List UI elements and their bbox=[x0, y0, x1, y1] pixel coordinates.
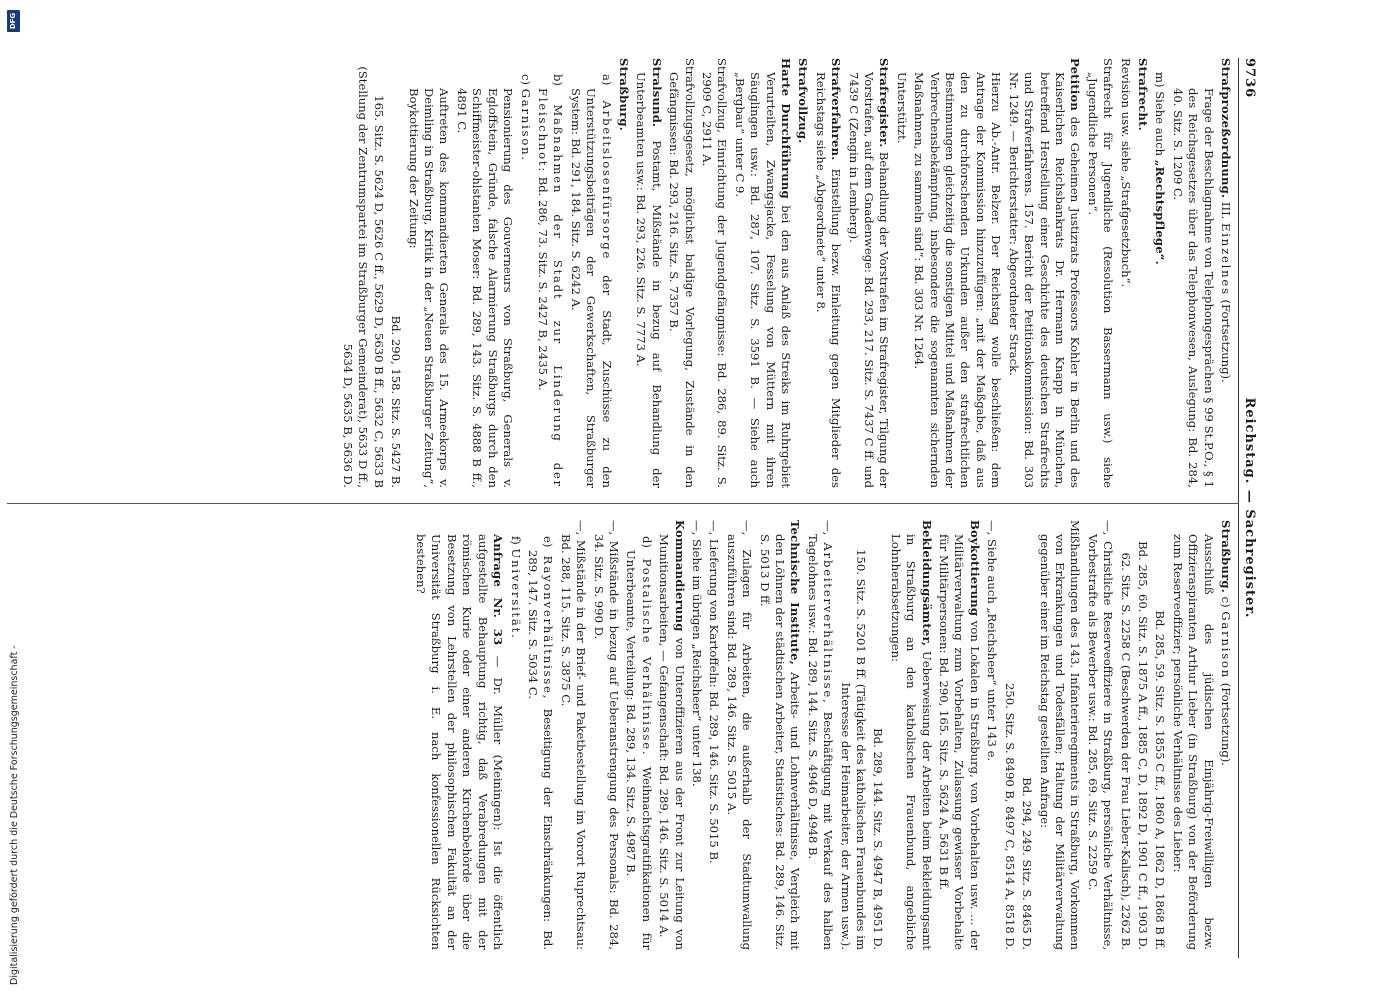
right-column bbox=[13, 520, 1233, 950]
index-text: —, bbox=[821, 520, 836, 543]
left-column bbox=[13, 58, 1233, 488]
index-keyword: Arbeitslosenfürsorge bbox=[599, 100, 614, 261]
digitization-footer bbox=[0, 0, 28, 1000]
index-entry bbox=[507, 520, 522, 950]
index-entry bbox=[689, 520, 704, 950]
index-entry bbox=[517, 58, 532, 488]
index-entry bbox=[590, 520, 621, 950]
index-text: (Fortsetzung). bbox=[1219, 679, 1233, 766]
index-entry bbox=[795, 58, 810, 488]
index-entry bbox=[699, 58, 730, 488]
index-keyword: Straßburg. bbox=[1219, 520, 1233, 593]
index-keyword: Straßburg. bbox=[616, 58, 631, 131]
index-text: Bd. 290, 158. Sitz. S. 5427 B. bbox=[389, 315, 404, 488]
index-entry bbox=[1152, 58, 1167, 488]
index-keyword: „Rechtspflege“. bbox=[1153, 159, 1168, 265]
index-text: des Geheimen Justizrats Professors Kohler in Berlin und des Kaiserlichen Reichsbankrats Dr. Hermann Knapp in München, betreffend Herstellung einer Geschichte des deutschen Strafrechts und Strafverfahrens. 157. Bericht der Petitionskommission: Bd. 303 Nr. 1249. — Berichterstatter: Abgeordneter Strack. bbox=[1006, 72, 1083, 488]
index-text: Beschäftigung mit Verkauf des halben Tagelohnes usw.: Bd. 289, 144. Sitz. S. 4946 D, 4948 B. bbox=[805, 534, 836, 950]
index-text: c) bbox=[518, 74, 533, 89]
index-keyword: Einzelnes bbox=[1219, 223, 1233, 296]
index-keyword: Petition bbox=[1068, 58, 1083, 112]
index-entry bbox=[1084, 58, 1115, 488]
index-entry bbox=[893, 58, 908, 488]
page-header bbox=[1237, 58, 1267, 958]
index-entry bbox=[1169, 520, 1215, 950]
index-text: Mißhandlungen des 143. Infanterieregiments in Straßburg, Vorkommen von Erkrankungen und Todesfällen; Haltung der Militärverwaltung gegenüber einer im Reichstag gestellten Anfrage: bbox=[1037, 520, 1083, 950]
index-entry bbox=[1135, 520, 1150, 950]
index-text: — Dr. Müller (Meiningen): Ist die öffentlich aufgestellte Behauptung richtig, daß Verabredungen mit der römischen Kurie oder einer anderen Kirchenbehörde über die Besetzung von Lehrstellen der philosophischen Fakultät an der Universität Straßburg i. E. nach konfessionellen Rücksichten bestehen? bbox=[414, 534, 506, 950]
index-text: Frage der Beschlagnahme von Telephongesprächen § 99 St.P.O., § 1 des Reichsgesetzes über das Telephonwesen, Auslegung: Bd. 284, 40. Sitz. S. 1209 C. bbox=[1170, 88, 1216, 488]
index-text: Hierzu Ab.-Antr. Belzer. Der Reichstag wolle beschließen: dem Antrage der Kommission hinzuzufügen: „mit der Maßgabe, daß aus den zu durchforschenden Urkunden außer den strafrechtlichen Bestimmungen gleichzeitig die sonstigen Mittel und Maßnahmen der Verbrechensbekämpfung, insbesondere die sogenannten sichernden Maßnahmen, zu sammeln sind“: Bd. 303 Nr. 1264. bbox=[912, 72, 1004, 488]
index-keyword: Strafvollzug. bbox=[796, 58, 811, 144]
index-text: —, Lieferung von Kartoffeln: Bd. 289, 146. Sitz. S. 5015 B. bbox=[707, 520, 722, 864]
index-entry bbox=[845, 58, 891, 488]
index-entry bbox=[936, 520, 982, 950]
index-keyword: Bekleidungsämter, bbox=[919, 520, 934, 647]
index-text: III. bbox=[1219, 198, 1233, 224]
index-entry bbox=[837, 520, 868, 950]
index-text: Strafrecht für Jugendliche (Resolution Bassermann usw.) siehe „Jugendliche Personen“. bbox=[1085, 58, 1116, 488]
index-entry bbox=[723, 520, 754, 950]
index-entry bbox=[731, 58, 793, 488]
index-entry bbox=[557, 520, 588, 950]
index-text: Bd. 294, 249. Sitz. S. 8465 D. bbox=[1020, 777, 1035, 950]
index-text: Ueberweisung der Arbeiten beim Bekleidungsamt in Straßburg an den katholischen Frauenbund, angebliche Lohnherabsetzungen: bbox=[888, 534, 934, 950]
index-entry bbox=[525, 520, 556, 950]
index-text: Beseitigung der Einschränkungen: Bd. 289, 147. Sitz. S. 5034 C. bbox=[525, 550, 556, 950]
index-keyword: Strafrecht. bbox=[1135, 58, 1150, 131]
index-entry bbox=[984, 520, 999, 950]
index-entry bbox=[1135, 58, 1150, 488]
index-text: von Unteroffizieren aus der Front zur Leitung von Munitionsarbeiten, — Gefangenschaft: Bd. 289, 146. Sitz. S. 5014 A. bbox=[657, 534, 687, 950]
index-text: —, Mißstände in der Brief- und Paketbestellung im Vorort Ruprechtsau: Bd. 288, 115. Sitz. S. 3875 C. bbox=[558, 520, 589, 950]
index-keyword: Universität. bbox=[508, 548, 523, 640]
index-entry bbox=[1036, 520, 1082, 950]
index-entry bbox=[1117, 520, 1132, 950]
index-entry bbox=[812, 58, 843, 488]
index-keyword: Strafverfahren. bbox=[829, 58, 844, 161]
index-entry bbox=[1001, 520, 1016, 950]
index-text: Einstellung bezw. Einleitung gegen Mitglieder des Reichstags siehe „Abgeordnete“ unter 8. bbox=[813, 72, 844, 488]
index-text: —, Christliche Reserveoffiziere in Straßburg, persönliche Verhältnisse, Vorbestrafte als Bewerber usw.: Bd. 285, 69. Sitz. S. 2259 C. bbox=[1085, 520, 1116, 950]
index-entry bbox=[1005, 58, 1082, 488]
index-text: Behandlung der Vorstrafen im Strafregister, Tilgung der Vorstrafen, auf dem Gnadenwege: Bd. 293, 217. Sitz. S. 7437 C ff. und 7439 C (Zengin in Lemberg). bbox=[846, 72, 892, 488]
index-entry bbox=[1152, 520, 1167, 950]
index-entry bbox=[656, 520, 687, 950]
index-text: b) bbox=[551, 74, 566, 105]
index-text: Bd. 289, 144. Sitz. S. 4947 B, 4951 D. bbox=[871, 728, 886, 950]
index-entry bbox=[1218, 520, 1233, 950]
index-text: Unterstützt. bbox=[894, 72, 909, 144]
index-text: Ausschluß des jüdischen Einjährig-Freiwilligen bezw. Offizieraspiranten Arthur Lieber (in Straßburg) von der Beförderung zum Reserveoffizier; persönliche Verhältnisse des Lieber: bbox=[1170, 534, 1216, 950]
column-divider bbox=[7, 503, 1239, 504]
index-keyword: Anfrage Nr. 33 bbox=[491, 534, 506, 646]
index-entry bbox=[756, 520, 802, 950]
index-keyword: Boykottierung bbox=[967, 520, 982, 617]
index-text: a) bbox=[599, 74, 614, 101]
index-text: Weihnachtsgratifikationen für Unterbeamte, Verteilung: Bd. 289, 134. Sitz. S. 4987 B. bbox=[624, 550, 654, 950]
index-text: 150. Sitz. S. 5201 B ff. (Tätigkeit des katholischen Frauenbundes im Interesse der Heimarbeiter, der Armen usw.). bbox=[838, 549, 869, 950]
index-entry bbox=[1218, 58, 1233, 488]
index-text: Bd. 285, 59. Sitz. S. 1855 C ff., 1860 A, 1862 D, 1868 B ff. bbox=[1153, 610, 1168, 950]
header-rule bbox=[1238, 58, 1239, 958]
footer-credit: Digitalisierung gefördert durch die Deutsche Forschungsgemeinschaft - bbox=[9, 645, 20, 985]
index-entry bbox=[911, 58, 1003, 488]
index-entry bbox=[535, 58, 566, 488]
index-keyword: Postalische Verhältnisse. bbox=[639, 558, 654, 757]
index-keyword: Garnison bbox=[1219, 611, 1233, 680]
index-entry bbox=[706, 520, 721, 950]
index-keyword: Garnison. bbox=[518, 88, 533, 162]
index-keyword: Strafprozeßordnung. bbox=[1219, 58, 1233, 199]
index-entry bbox=[623, 520, 654, 950]
index-entry bbox=[405, 58, 451, 488]
index-text: m) Siehe auch bbox=[1153, 72, 1168, 160]
index-text: —, Zulagen für Arbeiten, die außerhalb der Stadtumwallung auszuführen sind: Bd. 289, 146. Sitz. S. 5015 A. bbox=[724, 520, 755, 950]
index-text: bei den aus Anlaß des Streiks im Ruhrgebiet Verurteilten, Zwangsjacke, Fesselung von Müttern mit ihren Säuglingen usw.: Bd. 287, 107. Sitz. S. 3591 B. — Siehe auch „Bergbau“ unter C 9. bbox=[732, 72, 794, 488]
index-text: Bd. 286, 73. Sitz. S. 2427 B, 2435 A. bbox=[535, 173, 550, 391]
index-text: Postamt, Mißstände in bezug auf Behandlung der Unterbeamten usw.: Bd. 293, 226. Sitz. S. 7773 A. bbox=[634, 72, 664, 488]
index-text: (Fortsetzung). bbox=[1219, 295, 1233, 383]
index-text: d) bbox=[639, 536, 654, 559]
index-keyword: Harte Durchführung bbox=[779, 58, 794, 199]
index-text: von Lokalen in Straßburg, von Vorbehalten usw. … der Militärverwaltung zum Vorbehalten, Zulassung gewisser Vorbehalte für Militärpersonen: Bd. 290, 165. Sitz. S. 5624 A, 5631 B ff. bbox=[937, 534, 982, 950]
index-entry bbox=[1084, 520, 1115, 950]
index-text: Bd. 285, 60. Sitz. S. 1875 A ff., 1885 C, D, 1892 D, 1901 C ff., 1903 D. bbox=[1135, 541, 1150, 950]
index-text: 165. Sitz. S. 5624 D, 5626 C ff., 5629 D, 5630 B ff., 5632 C, 5633 B (Stellung der Zentrumspartei im Straßburger Gemeinderat), 5633 D ff., 5634 D, 5635 B, 5636 D. bbox=[341, 66, 386, 488]
index-entry bbox=[413, 520, 505, 950]
index-entry bbox=[1117, 58, 1132, 488]
index-text: der Stadt, Zuschüsse zu den Unterstützungsbeiträgen der Gewerkschaften, Straßburger System: Bd. 291, 184. Sitz. S. 6242 A. bbox=[568, 88, 614, 488]
index-keyword: Technische Institute, bbox=[788, 520, 803, 665]
index-entry bbox=[340, 58, 386, 488]
index-text: e) bbox=[541, 536, 556, 556]
index-text: Strafvollzug, Einrichtung der Jugendgefängnisse: Bd. 286, 89. Sitz. S. 2909 C, 2911 A. bbox=[700, 58, 730, 488]
index-entry bbox=[567, 58, 613, 488]
index-text: f) bbox=[508, 536, 523, 549]
index-text: 62. Sitz. S. 2258 C (Beschwerden der Frau Lieber-Kalisch), 2262 B. bbox=[1118, 552, 1133, 950]
index-keyword: Kommandierung bbox=[672, 520, 687, 632]
index-keyword: Strafregister. bbox=[877, 58, 892, 148]
index-entry bbox=[388, 58, 403, 488]
index-entry bbox=[454, 58, 516, 488]
index-text: —, Siehe auch „Reichsheer“ unter 143 e. bbox=[985, 520, 1000, 762]
page-number: 9736 bbox=[1242, 58, 1257, 99]
index-text: —, Siehe im übrigen „Reichsheer“ unter 138. bbox=[690, 520, 704, 787]
index-text: Revision usw. siehe „Strafgesetzbuch“. bbox=[1118, 58, 1133, 288]
index-entry bbox=[616, 58, 631, 488]
index-text: —, Mißstände in bezug auf Ueberanstrengung des Personals: Bd. 284, 34. Sitz. S. 990 D. bbox=[591, 520, 621, 950]
dfg-logo-icon: DFG bbox=[7, 10, 20, 32]
index-keyword: Arbeiterverhältnisse, bbox=[821, 542, 836, 705]
index-text: c) bbox=[1219, 592, 1233, 612]
index-text: Auftreten des kommandierten Generals des 15. Armeekorps v. Deimling in Straßburg, Kritik in der „Neuen Straßburger Zeitung“, Boykottierung der Zeitung: bbox=[406, 88, 452, 488]
index-entry bbox=[1169, 58, 1215, 488]
index-entry bbox=[887, 520, 933, 950]
index-entry bbox=[870, 520, 885, 950]
index-entry bbox=[1019, 520, 1034, 950]
index-keyword: Maßnahmen der Stadt zur Linderung der Fleischnot: bbox=[535, 88, 566, 488]
index-text: Strafvollzugsgesetz, möglichst baldige Vorlegung, Zustände in den Gefängnissen: Bd. 293, 216. Sitz. S. 7357 B. bbox=[667, 58, 697, 488]
index-entry bbox=[633, 58, 664, 488]
index-keyword: Stralsund. bbox=[649, 58, 664, 128]
index-entry bbox=[666, 58, 697, 488]
index-text: Arbeits- und Lohnverhältnisse, Vergleich mit den Löhnen der städtischen Arbeiter, Statistisches: Bd. 289, 146. Sitz. S. 5013 D ff. bbox=[757, 534, 803, 950]
index-entry bbox=[804, 520, 835, 950]
index-keyword: Rayonverhältnisse, bbox=[541, 555, 556, 701]
running-title: Reichstag. — Sachregister. bbox=[1242, 397, 1257, 619]
index-text: 250. Sitz. S. 8490 B, 8497 C, 8514 A, 8518 D. bbox=[1002, 683, 1017, 950]
index-text: Pensionierung des Gouverneurs von Straßburg, Generals v. Egloffstein, Gründe, falsche Alarmierung Straßburgs durch den Schiffmeister-ohlstanten Moser: Bd. 289, 143. Sitz. S. 4888 B ff., 4891 C. bbox=[454, 88, 516, 488]
